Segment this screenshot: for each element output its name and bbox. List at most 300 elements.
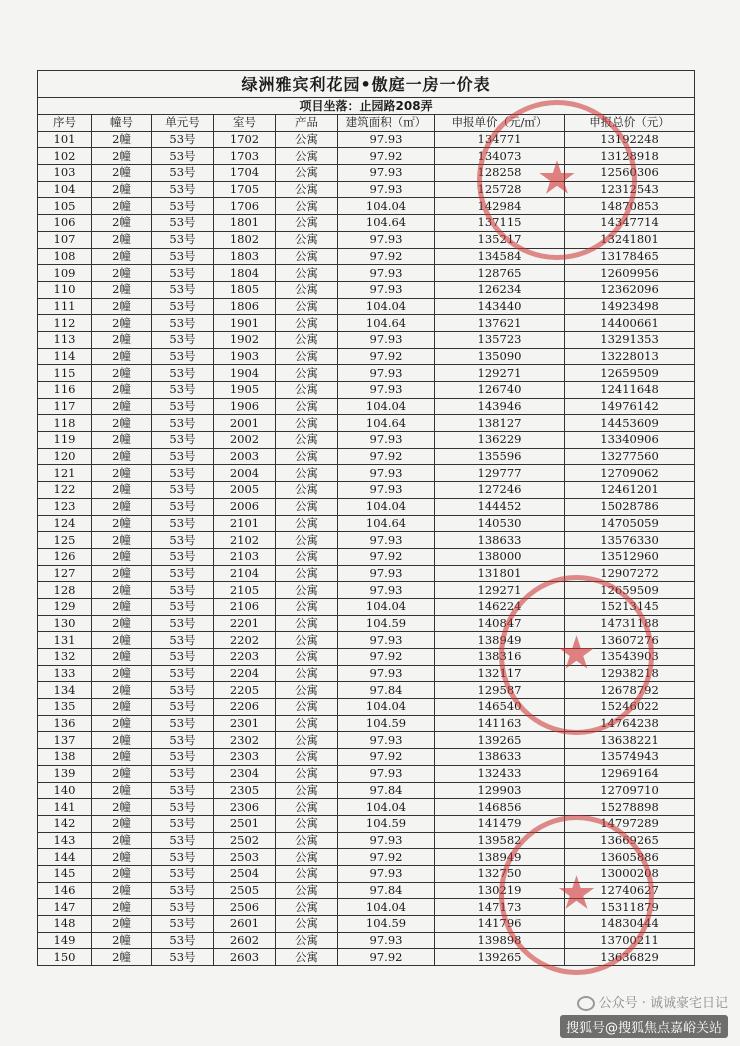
table-cell: 53号 (152, 382, 214, 399)
table-cell: 14705059 (565, 515, 695, 532)
table-cell: 2601 (214, 916, 276, 933)
table-cell: 2幢 (92, 749, 152, 766)
table-cell: 146224 (435, 598, 565, 615)
table-cell: 13178465 (565, 248, 695, 265)
table-cell: 97.93 (338, 832, 435, 849)
table-cell: 2501 (214, 815, 276, 832)
table-cell: 公寓 (276, 432, 338, 449)
table-cell: 2203 (214, 649, 276, 666)
table-cell: 2504 (214, 865, 276, 882)
table-cell: 138316 (435, 649, 565, 666)
table-cell: 1801 (214, 215, 276, 232)
table-row (38, 882, 695, 899)
table-cell: 127 (38, 565, 92, 582)
table-row (38, 598, 695, 615)
table-cell: 129777 (435, 465, 565, 482)
table-cell: 2301 (214, 715, 276, 732)
table-cell: 142984 (435, 198, 565, 215)
table-row (38, 632, 695, 649)
table-cell: 2幢 (92, 865, 152, 882)
watermark-account: 公众号 · 诚诚豪宅日记 (598, 996, 728, 1011)
table-cell: 2幢 (92, 432, 152, 449)
table-cell: 2幢 (92, 398, 152, 415)
table-cell: 1902 (214, 331, 276, 348)
table-cell: 公寓 (276, 532, 338, 549)
table-row (38, 849, 695, 866)
table-cell: 13128918 (565, 148, 695, 165)
table-cell: 12560306 (565, 165, 695, 182)
table-cell: 53号 (152, 799, 214, 816)
table-cell: 97.92 (338, 548, 435, 565)
table-cell: 97.92 (338, 949, 435, 966)
column-header: 室号 (214, 115, 276, 132)
table-row (38, 231, 695, 248)
table-cell: 117 (38, 398, 92, 415)
table-cell: 130219 (435, 882, 565, 899)
table-cell: 118 (38, 415, 92, 432)
table-row (38, 865, 695, 882)
table-cell: 13000208 (565, 865, 695, 882)
table-cell: 公寓 (276, 515, 338, 532)
table-cell: 2101 (214, 515, 276, 532)
table-cell: 53号 (152, 865, 214, 882)
table-cell: 53号 (152, 932, 214, 949)
table-cell: 113 (38, 331, 92, 348)
table-cell: 128 (38, 582, 92, 599)
table-cell: 2004 (214, 465, 276, 482)
table-cell: 143 (38, 832, 92, 849)
table-cell: 53号 (152, 682, 214, 699)
wechat-icon (577, 996, 595, 1011)
table-cell: 公寓 (276, 315, 338, 332)
table-cell: 53号 (152, 432, 214, 449)
table-cell: 公寓 (276, 298, 338, 315)
table-cell: 97.93 (338, 331, 435, 348)
table-cell: 53号 (152, 131, 214, 148)
table-cell: 14870853 (565, 198, 695, 215)
table-cell: 14731188 (565, 615, 695, 632)
table-row (38, 832, 695, 849)
table-cell: 148 (38, 916, 92, 933)
table-row (38, 649, 695, 666)
table-cell: 14923498 (565, 298, 695, 315)
table-cell: 公寓 (276, 365, 338, 382)
table-cell: 97.93 (338, 865, 435, 882)
table-cell: 2603 (214, 949, 276, 966)
table-cell: 12312543 (565, 181, 695, 198)
table-cell: 126 (38, 548, 92, 565)
table-cell: 2306 (214, 799, 276, 816)
table-cell: 2幢 (92, 498, 152, 515)
table-cell: 110 (38, 281, 92, 298)
table-cell: 公寓 (276, 615, 338, 632)
table-cell: 53号 (152, 849, 214, 866)
table-cell: 2幢 (92, 465, 152, 482)
table-row (38, 248, 695, 265)
table-cell: 公寓 (276, 482, 338, 499)
table-cell: 104.04 (338, 899, 435, 916)
official-seal-icon: ★ (477, 100, 637, 260)
table-cell: 122 (38, 482, 92, 499)
table-cell: 53号 (152, 882, 214, 899)
official-seal-icon: ★ (499, 575, 654, 735)
table-cell: 公寓 (276, 749, 338, 766)
table-cell: 12411648 (565, 382, 695, 399)
table-cell: 104.04 (338, 298, 435, 315)
table-row (38, 365, 695, 382)
table-cell: 12969164 (565, 765, 695, 782)
table-cell: 2302 (214, 732, 276, 749)
table-cell: 1903 (214, 348, 276, 365)
table-cell: 120 (38, 448, 92, 465)
table-cell: 2303 (214, 749, 276, 766)
table-cell: 2幢 (92, 215, 152, 232)
table-cell: 139898 (435, 932, 565, 949)
table-row (38, 715, 695, 732)
table-cell: 139582 (435, 832, 565, 849)
table-cell: 2幢 (92, 782, 152, 799)
table-cell: 14797289 (565, 815, 695, 832)
table-cell: 公寓 (276, 165, 338, 182)
table-cell: 129271 (435, 365, 565, 382)
table-cell: 138 (38, 749, 92, 766)
table-row (38, 181, 695, 198)
table-cell: 2幢 (92, 348, 152, 365)
table-cell: 129587 (435, 682, 565, 699)
table-cell: 53号 (152, 415, 214, 432)
column-header: 申报单价（元/㎡） (435, 115, 565, 132)
table-cell: 2幢 (92, 315, 152, 332)
table-cell: 1804 (214, 265, 276, 282)
table-row (38, 398, 695, 415)
table-row (38, 582, 695, 599)
column-header: 产品 (276, 115, 338, 132)
table-row (38, 732, 695, 749)
table-cell: 2幢 (92, 632, 152, 649)
table-cell: 135596 (435, 448, 565, 465)
table-cell: 104.04 (338, 799, 435, 816)
table-cell: 2幢 (92, 181, 152, 198)
table-cell: 公寓 (276, 181, 338, 198)
table-cell: 公寓 (276, 832, 338, 849)
table-cell: 53号 (152, 248, 214, 265)
table-cell: 53号 (152, 632, 214, 649)
table-cell: 14830444 (565, 916, 695, 933)
table-cell: 13192248 (565, 131, 695, 148)
table-cell: 130 (38, 615, 92, 632)
table-cell: 97.93 (338, 482, 435, 499)
table-cell: 97.84 (338, 682, 435, 699)
table-cell: 126740 (435, 382, 565, 399)
table-cell: 1904 (214, 365, 276, 382)
table-cell: 97.93 (338, 365, 435, 382)
table-cell: 公寓 (276, 916, 338, 933)
table-row (38, 548, 695, 565)
table-cell: 140847 (435, 615, 565, 632)
table-cell: 104.59 (338, 916, 435, 933)
table-cell: 119 (38, 432, 92, 449)
table-cell: 2幢 (92, 715, 152, 732)
table-cell: 97.84 (338, 782, 435, 799)
table-cell: 53号 (152, 165, 214, 182)
table-cell: 97.93 (338, 165, 435, 182)
price-sheet (37, 70, 694, 966)
table-cell: 53号 (152, 331, 214, 348)
table-cell: 141796 (435, 916, 565, 933)
table-cell: 公寓 (276, 215, 338, 232)
table-cell: 140 (38, 782, 92, 799)
table-cell: 133 (38, 665, 92, 682)
table-cell: 104.59 (338, 715, 435, 732)
table-cell: 97.93 (338, 665, 435, 682)
header-row (38, 115, 695, 132)
table-cell: 140530 (435, 515, 565, 532)
table-cell: 53号 (152, 398, 214, 415)
table-cell: 124 (38, 515, 92, 532)
table-cell: 97.92 (338, 348, 435, 365)
table-cell: 101 (38, 131, 92, 148)
table-cell: 13277560 (565, 448, 695, 465)
table-cell: 143946 (435, 398, 565, 415)
table-cell: 2506 (214, 899, 276, 916)
table-cell: 2幢 (92, 148, 152, 165)
table-cell: 2幢 (92, 916, 152, 933)
table-cell: 139265 (435, 949, 565, 966)
table-cell: 公寓 (276, 131, 338, 148)
table-cell: 97.93 (338, 265, 435, 282)
table-cell: 141 (38, 799, 92, 816)
table-cell: 2202 (214, 632, 276, 649)
table-cell: 2幢 (92, 799, 152, 816)
table-cell: 2602 (214, 932, 276, 949)
table-cell: 2幢 (92, 482, 152, 499)
table-title: 绿洲雅宾利花园•傲庭一房一价表 (38, 71, 695, 98)
table-cell: 公寓 (276, 548, 338, 565)
table-cell: 132750 (435, 865, 565, 882)
watermark-site: 搜狐号@搜狐焦点嘉峪关站 (560, 1015, 728, 1038)
table-cell: 53号 (152, 582, 214, 599)
table-cell: 145 (38, 865, 92, 882)
table-cell: 1706 (214, 198, 276, 215)
table-cell: 2105 (214, 582, 276, 599)
table-cell: 53号 (152, 198, 214, 215)
table-cell: 2幢 (92, 665, 152, 682)
table-cell: 公寓 (276, 949, 338, 966)
table-cell: 111 (38, 298, 92, 315)
table-cell: 97.93 (338, 582, 435, 599)
table-cell: 2幢 (92, 849, 152, 866)
table-row (38, 532, 695, 549)
table-cell: 131801 (435, 565, 565, 582)
table-cell: 97.93 (338, 532, 435, 549)
table-cell: 2005 (214, 482, 276, 499)
price-table (37, 70, 695, 966)
table-cell: 2幢 (92, 382, 152, 399)
table-cell: 53号 (152, 482, 214, 499)
table-row (38, 215, 695, 232)
table-cell: 135090 (435, 348, 565, 365)
table-row (38, 198, 695, 215)
table-cell: 公寓 (276, 265, 338, 282)
table-cell: 150 (38, 949, 92, 966)
table-cell: 97.93 (338, 281, 435, 298)
table-cell: 53号 (152, 916, 214, 933)
table-row (38, 932, 695, 949)
table-cell: 97.84 (338, 882, 435, 899)
table-cell: 公寓 (276, 382, 338, 399)
table-cell: 135723 (435, 331, 565, 348)
table-cell: 104.04 (338, 398, 435, 415)
table-cell: 53号 (152, 265, 214, 282)
table-row (38, 448, 695, 465)
table-cell: 1806 (214, 298, 276, 315)
table-cell: 53号 (152, 899, 214, 916)
table-cell: 129271 (435, 582, 565, 599)
table-cell: 2幢 (92, 248, 152, 265)
table-cell: 107 (38, 231, 92, 248)
table-cell: 2002 (214, 432, 276, 449)
table-cell: 公寓 (276, 148, 338, 165)
table-row (38, 331, 695, 348)
table-cell: 公寓 (276, 665, 338, 682)
column-header: 幢号 (92, 115, 152, 132)
table-cell: 2幢 (92, 765, 152, 782)
table-cell: 53号 (152, 298, 214, 315)
table-cell: 公寓 (276, 699, 338, 716)
table-cell: 149 (38, 932, 92, 949)
table-cell: 14976142 (565, 398, 695, 415)
table-cell: 12659509 (565, 365, 695, 382)
column-header: 序号 (38, 115, 92, 132)
table-cell: 146540 (435, 699, 565, 716)
table-cell: 134 (38, 682, 92, 699)
table-row (38, 482, 695, 499)
table-cell: 53号 (152, 465, 214, 482)
table-cell: 2206 (214, 699, 276, 716)
table-cell: 2205 (214, 682, 276, 699)
table-cell: 53号 (152, 281, 214, 298)
table-cell: 104.04 (338, 198, 435, 215)
table-cell: 115 (38, 365, 92, 382)
table-cell: 15028786 (565, 498, 695, 515)
table-cell: 2幢 (92, 732, 152, 749)
table-cell: 2幢 (92, 365, 152, 382)
table-row (38, 515, 695, 532)
table-cell: 1901 (214, 315, 276, 332)
table-cell: 137621 (435, 315, 565, 332)
table-cell: 12709062 (565, 465, 695, 482)
table-cell: 97.92 (338, 649, 435, 666)
column-header: 建筑面积（㎡） (338, 115, 435, 132)
table-cell: 1805 (214, 281, 276, 298)
table-cell: 53号 (152, 832, 214, 849)
table-body (38, 131, 695, 965)
table-cell: 2幢 (92, 198, 152, 215)
table-cell: 125 (38, 532, 92, 549)
table-cell: 2幢 (92, 699, 152, 716)
table-cell: 公寓 (276, 398, 338, 415)
table-row (38, 782, 695, 799)
table-cell: 12659509 (565, 582, 695, 599)
table-row (38, 749, 695, 766)
table-cell: 14453609 (565, 415, 695, 432)
table-cell: 15213145 (565, 598, 695, 615)
table-cell: 1703 (214, 148, 276, 165)
table-cell: 123 (38, 498, 92, 515)
table-cell: 104 (38, 181, 92, 198)
table-cell: 1704 (214, 165, 276, 182)
table-cell: 53号 (152, 749, 214, 766)
table-cell: 14347714 (565, 215, 695, 232)
table-cell: 138949 (435, 632, 565, 649)
table-cell: 1705 (214, 181, 276, 198)
table-cell: 131 (38, 632, 92, 649)
table-cell: 2幢 (92, 649, 152, 666)
table-cell: 公寓 (276, 565, 338, 582)
table-cell: 公寓 (276, 331, 338, 348)
table-cell: 53号 (152, 348, 214, 365)
table-cell: 2201 (214, 615, 276, 632)
table-cell: 97.93 (338, 432, 435, 449)
table-cell: 53号 (152, 231, 214, 248)
table-cell: 2幢 (92, 682, 152, 699)
table-cell: 139265 (435, 732, 565, 749)
table-cell: 139 (38, 765, 92, 782)
table-cell: 公寓 (276, 649, 338, 666)
table-cell: 2001 (214, 415, 276, 432)
table-cell: 132 (38, 649, 92, 666)
table-cell: 97.92 (338, 749, 435, 766)
table-row (38, 665, 695, 682)
table-cell: 53号 (152, 532, 214, 549)
table-cell: 116 (38, 382, 92, 399)
table-cell: 97.93 (338, 732, 435, 749)
table-cell: 102 (38, 148, 92, 165)
table-cell: 112 (38, 315, 92, 332)
table-row (38, 916, 695, 933)
column-header: 单元号 (152, 115, 214, 132)
table-cell: 143440 (435, 298, 565, 315)
table-cell: 138633 (435, 532, 565, 549)
table-cell: 12461201 (565, 482, 695, 499)
table-cell: 2003 (214, 448, 276, 465)
table-cell: 1803 (214, 248, 276, 265)
table-cell: 2304 (214, 765, 276, 782)
table-cell: 53号 (152, 765, 214, 782)
table-cell: 129 (38, 598, 92, 615)
table-row (38, 315, 695, 332)
table-cell: 2204 (214, 665, 276, 682)
table-cell: 136 (38, 715, 92, 732)
table-cell: 1802 (214, 231, 276, 248)
table-cell: 2106 (214, 598, 276, 615)
table-cell: 134073 (435, 148, 565, 165)
table-row (38, 415, 695, 432)
table-cell: 109 (38, 265, 92, 282)
table-cell: 138000 (435, 548, 565, 565)
table-cell: 公寓 (276, 882, 338, 899)
table-row (38, 815, 695, 832)
table-cell: 公寓 (276, 815, 338, 832)
table-cell: 13228013 (565, 348, 695, 365)
table-cell: 公寓 (276, 899, 338, 916)
table-cell: 97.93 (338, 181, 435, 198)
table-cell: 136229 (435, 432, 565, 449)
table-cell: 公寓 (276, 448, 338, 465)
table-cell: 2幢 (92, 548, 152, 565)
table-cell: 公寓 (276, 799, 338, 816)
table-cell: 105 (38, 198, 92, 215)
